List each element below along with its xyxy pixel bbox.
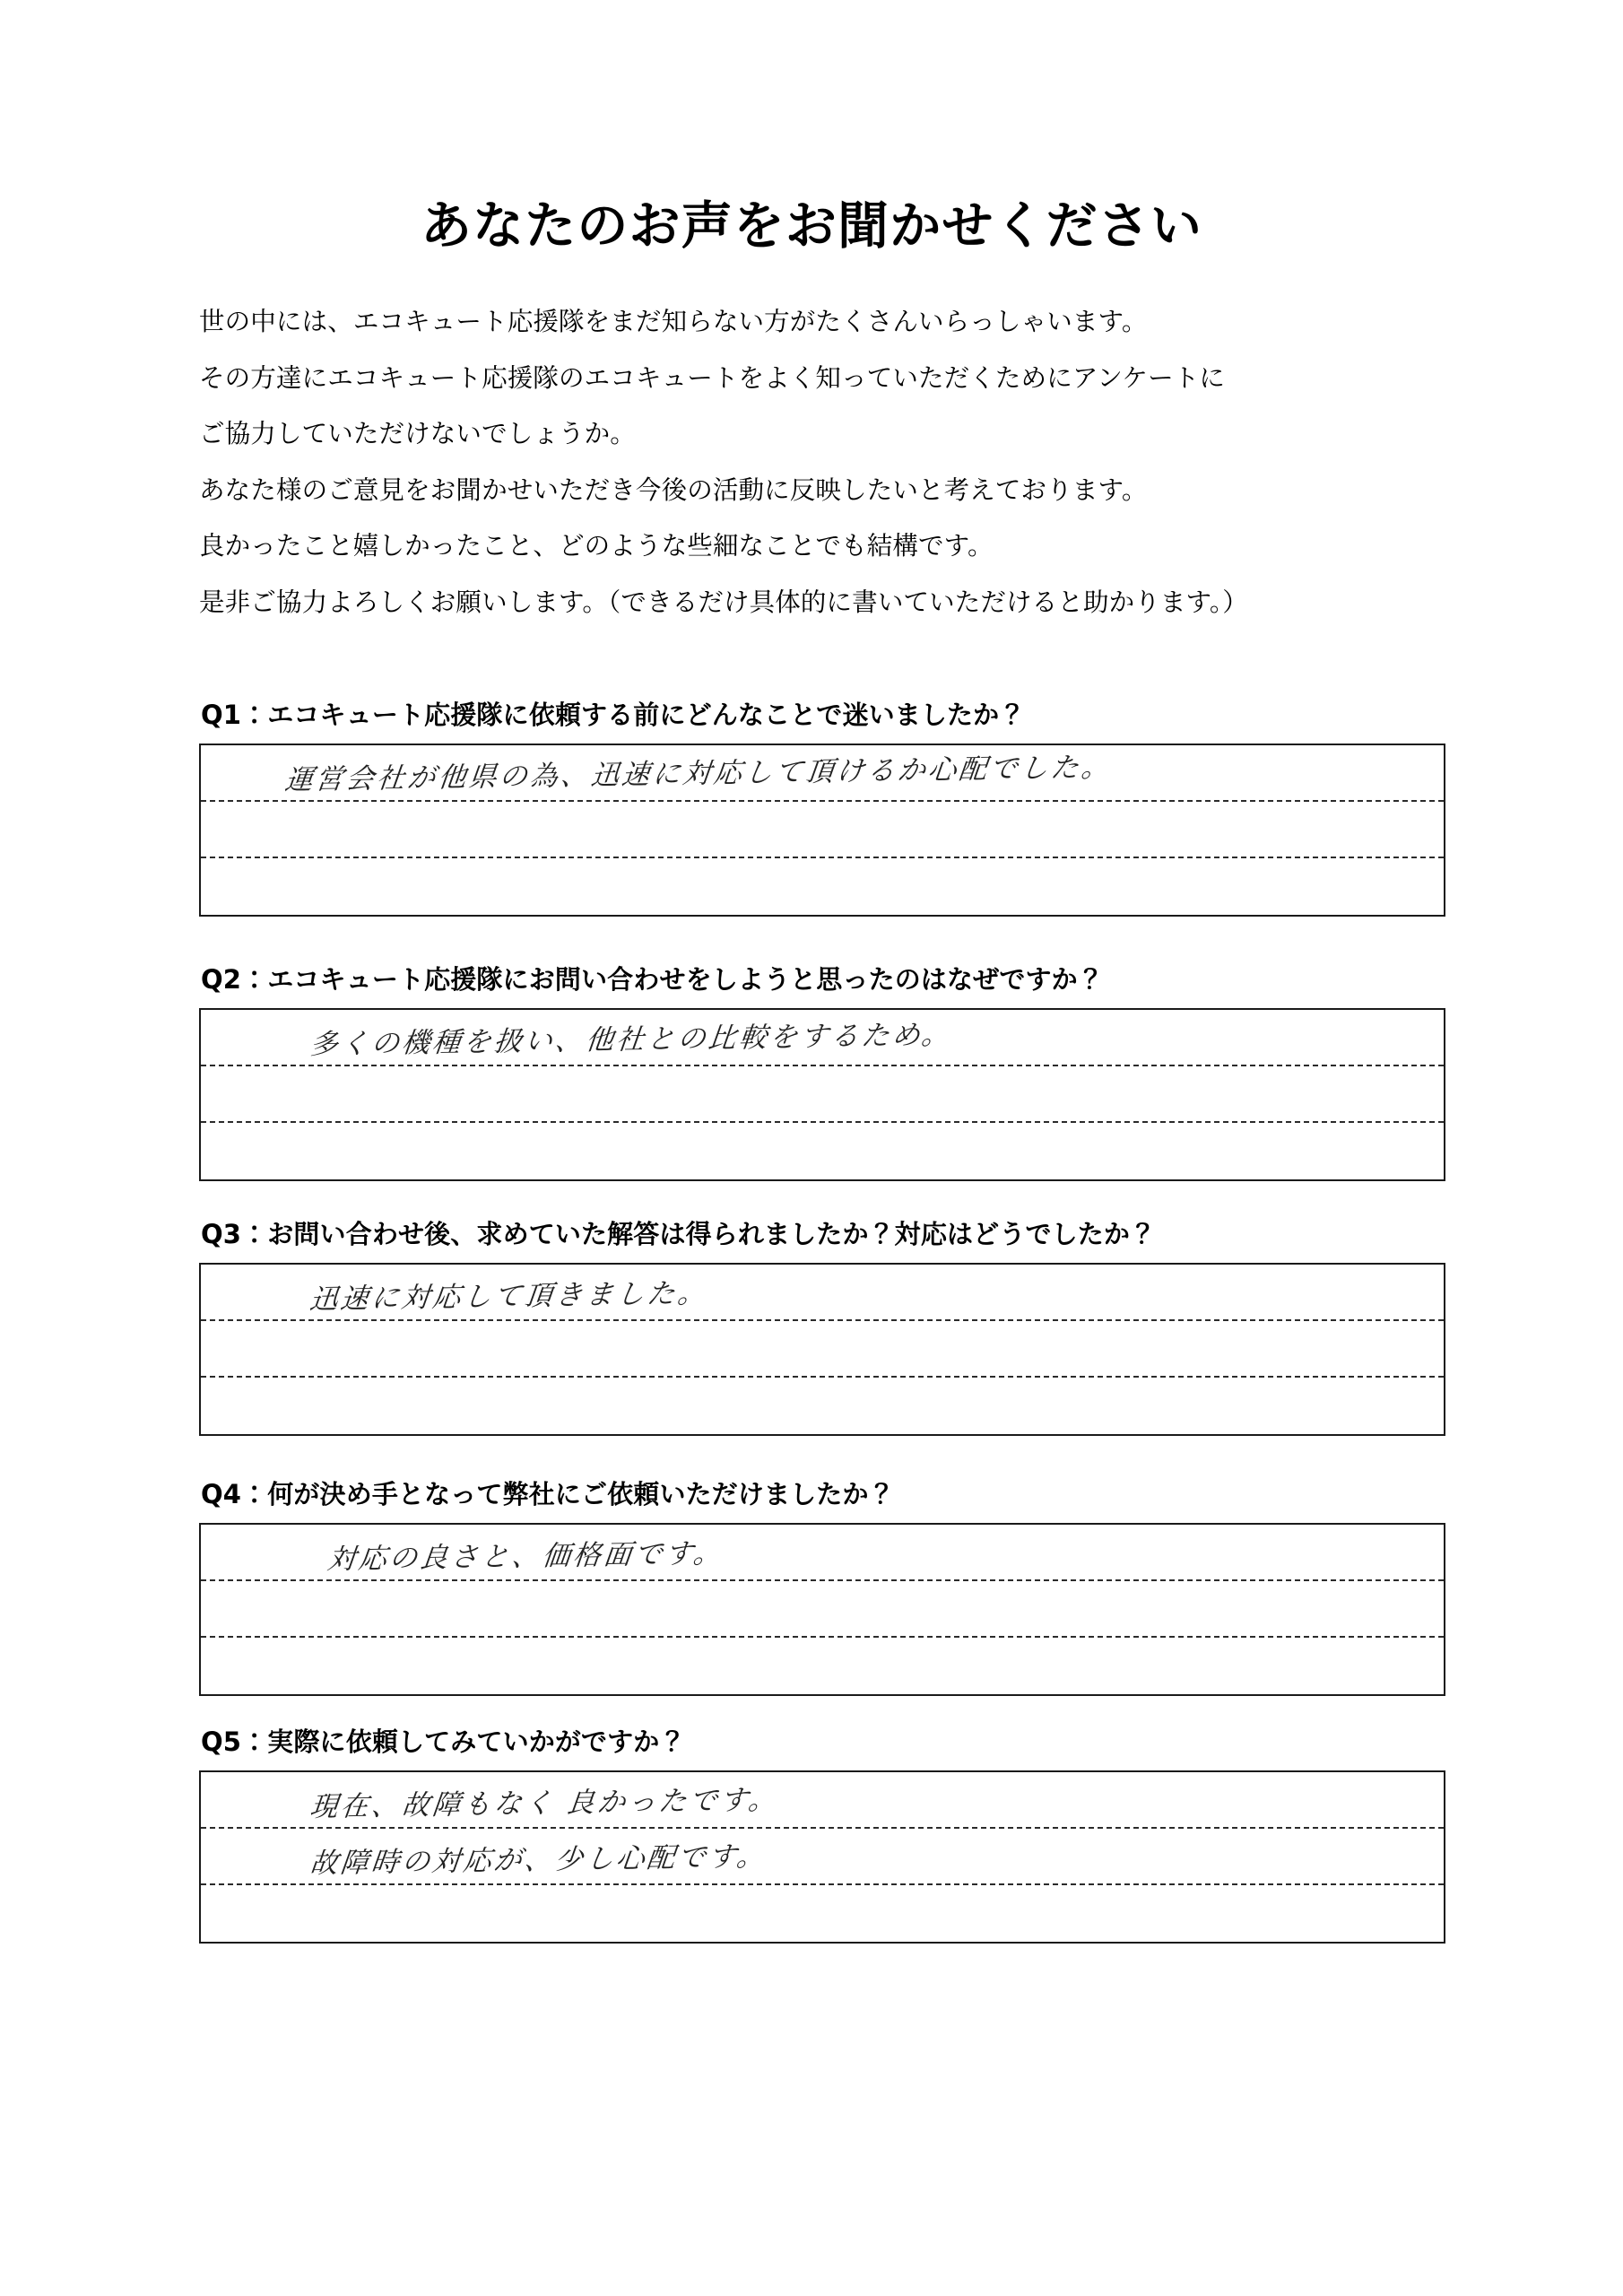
question-block-q4 bbox=[199, 1479, 1445, 1696]
answer-row[interactable] bbox=[201, 1885, 1444, 1942]
intro-line: 是非ご協力よろしくお願いします。（できるだけ具体的に書いていただけると助かります。） bbox=[199, 587, 1248, 617]
question-block-q5 bbox=[199, 1726, 1445, 1944]
answer-row[interactable] bbox=[201, 1525, 1444, 1581]
answer-row[interactable] bbox=[201, 1265, 1444, 1321]
answer-box-q1[interactable] bbox=[199, 744, 1445, 917]
handwritten-answer: 運営会社が他県の為、迅速に対応して頂けるか心配でした。 bbox=[282, 751, 1115, 796]
question-label-q2: Q2：エコキュート応援隊にお問い合わせをしようと思ったのはなぜですか？ bbox=[201, 964, 1104, 995]
answer-row[interactable] bbox=[201, 745, 1444, 802]
question-label-q5: Q5：実際に依頼してみていかがですか？ bbox=[201, 1726, 686, 1757]
answer-box-q5[interactable] bbox=[199, 1770, 1445, 1944]
question-label-q4: Q4：何が決め手となって弊社にご依頼いただけましたか？ bbox=[201, 1479, 895, 1509]
answer-row[interactable] bbox=[201, 858, 1444, 915]
answer-row[interactable] bbox=[201, 1638, 1444, 1694]
question-block-q2 bbox=[199, 964, 1445, 1181]
answer-box-q4[interactable] bbox=[199, 1523, 1445, 1696]
intro-line: 良かったこと嬉しかったこと、どのような些細なことでも結構です。 bbox=[199, 531, 994, 561]
handwritten-answer: 多くの機種を扱い、他社との比較をするため。 bbox=[308, 1018, 954, 1061]
answer-row[interactable] bbox=[201, 1772, 1444, 1829]
answer-row[interactable] bbox=[201, 1829, 1444, 1885]
answer-row[interactable] bbox=[201, 1321, 1444, 1378]
answer-row[interactable] bbox=[201, 1581, 1444, 1638]
answer-row[interactable] bbox=[201, 1123, 1444, 1179]
handwritten-answer: 故障時の対応が、少し心配です。 bbox=[308, 1840, 769, 1880]
intro-line: ご協力していただけないでしょうか。 bbox=[199, 419, 636, 448]
intro-line: あなた様のご意見をお聞かせいただき今後の活動に反映したいと考えております。 bbox=[199, 474, 1148, 505]
page-title: あなたのお声をお聞かせください bbox=[420, 196, 1203, 257]
question-block-q3 bbox=[199, 1219, 1445, 1436]
answer-box-q2[interactable] bbox=[199, 1008, 1445, 1181]
handwritten-answer: 現在、故障もなく 良かったです。 bbox=[308, 1783, 781, 1823]
answer-row[interactable] bbox=[201, 1010, 1444, 1066]
intro-line: その方達にエコキュート応援隊のエコキュートをよく知っていただくためにアンケートに bbox=[199, 362, 1225, 393]
answer-row[interactable] bbox=[201, 802, 1444, 858]
answer-row[interactable] bbox=[201, 1378, 1444, 1434]
handwritten-answer: 迅速に対応して頂きました。 bbox=[308, 1277, 710, 1316]
intro-line: 世の中には、エコキュート応援隊をまだ知らない方がたくさんいらっしゃいます。 bbox=[199, 307, 1148, 336]
handwritten-answer: 対応の良さと、価格面です。 bbox=[325, 1537, 726, 1576]
question-label-q1: Q1：エコキュート応援隊に依頼する前にどんなことで迷いましたか？ bbox=[201, 700, 1026, 730]
question-block-q1 bbox=[199, 702, 1445, 917]
question-label-q3: Q3：お問い合わせ後、求めていた解答は得られましたか？対応はどうでしたか？ bbox=[201, 1219, 1157, 1249]
answer-row[interactable] bbox=[201, 1066, 1444, 1123]
answer-box-q3[interactable] bbox=[199, 1263, 1445, 1436]
intro-paragraph bbox=[199, 309, 1472, 646]
